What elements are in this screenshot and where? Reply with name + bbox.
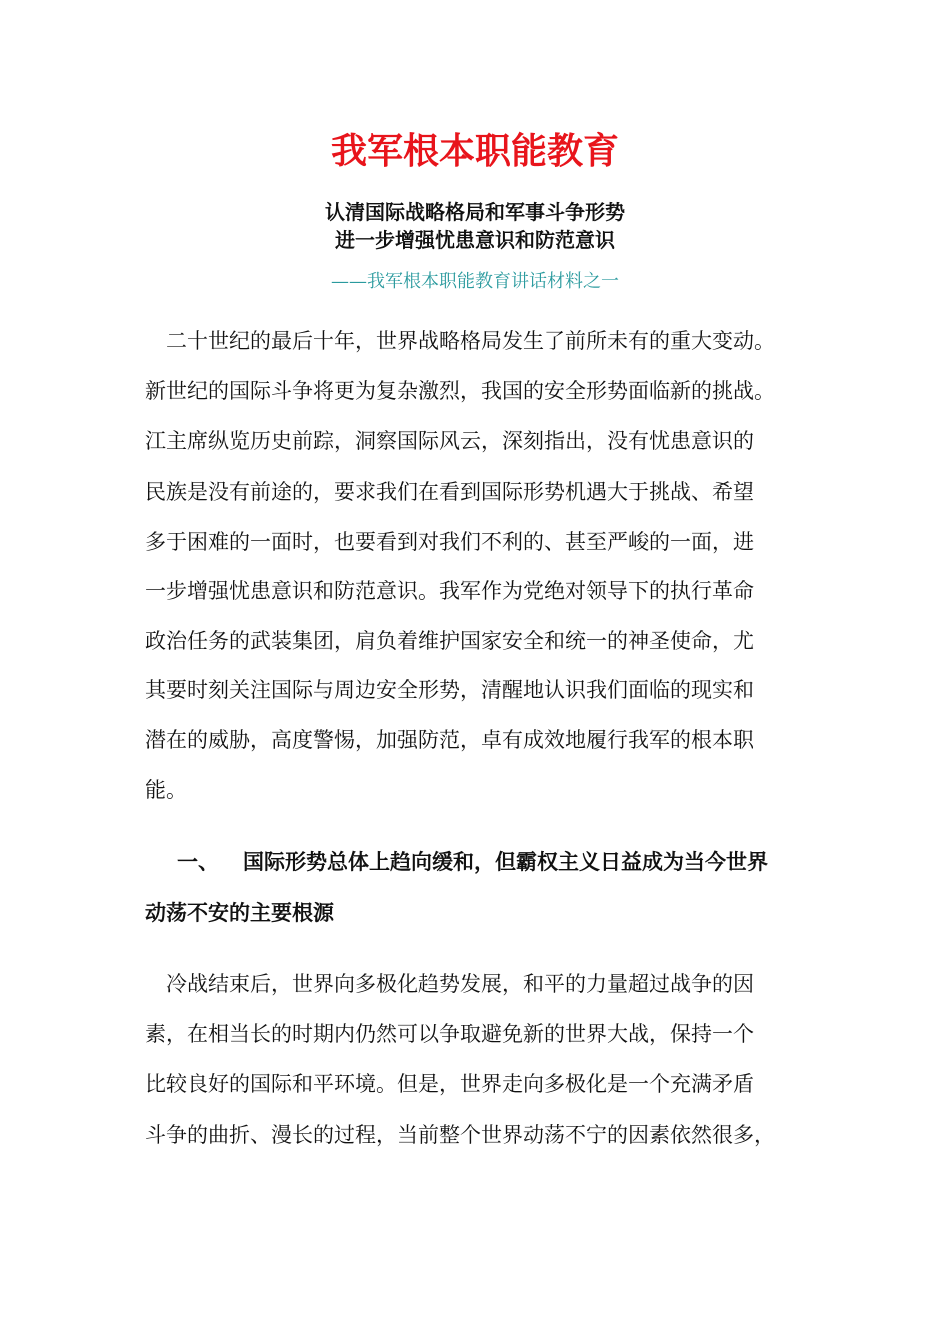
paragraph-line: 素，在相当长的时期内仍然可以争取避免新的世界大战，保持一个 (145, 1022, 754, 1046)
paragraph-line: 二十世纪的最后十年，世界战略格局发生了前所未有的重大变动。 (145, 329, 775, 353)
paragraph-line: 多于困难的一面时，也要看到对我们不利的、甚至严峻的一面，进 (145, 530, 754, 554)
paragraph-line: 江主席纵览历史前踪，洞察国际风云，深刻指出，没有忧患意识的 (145, 429, 754, 453)
section-heading-line-2: 动荡不安的主要根源 (145, 901, 334, 925)
subtitle-line-2: 进一步增强忧患意识和防范意识 (335, 228, 615, 252)
series-note: ——我军根本职能教育讲话材料之一 (331, 271, 619, 292)
document-title: 我军根本职能教育 (330, 131, 619, 172)
paragraph-line: 冷战结束后，世界向多极化趋势发展，和平的力量超过战争的因 (145, 972, 754, 996)
paragraph-line: 民族是没有前途的，要求我们在看到国际形势机遇大于挑战、希望 (145, 480, 754, 504)
paragraph-line: 其要时刻关注国际与周边安全形势，清醒地认识我们面临的现实和 (145, 678, 754, 702)
paragraph-line: 能。 (145, 778, 187, 802)
paragraph-line: 新世纪的国际斗争将更为复杂激烈，我国的安全形势面临新的挑战。 (145, 379, 775, 403)
paragraph-line: 斗争的曲折、漫长的过程，当前整个世界动荡不宁的因素依然很多， (145, 1123, 775, 1147)
paragraph-line: 潜在的威胁，高度警惕，加强防范，卓有成效地履行我军的根本职 (145, 728, 754, 752)
paragraph-line: 一步增强忧患意识和防范意识。我军作为党绝对领导下的执行革命 (145, 579, 754, 603)
section-heading-text: 国际形势总体上趋向缓和，但霸权主义日益成为当今世界 (243, 850, 768, 874)
section-number: 一、 (177, 850, 219, 874)
paragraph-line: 政治任务的武装集团，肩负着维护国家安全和统一的神圣使命，尤 (145, 629, 754, 653)
section-heading-line-1 (145, 847, 768, 877)
subtitle-line-1: 认清国际战略格局和军事斗争形势 (325, 200, 625, 224)
paragraph-line: 比较良好的国际和平环境。但是，世界走向多极化是一个充满矛盾 (145, 1072, 754, 1096)
